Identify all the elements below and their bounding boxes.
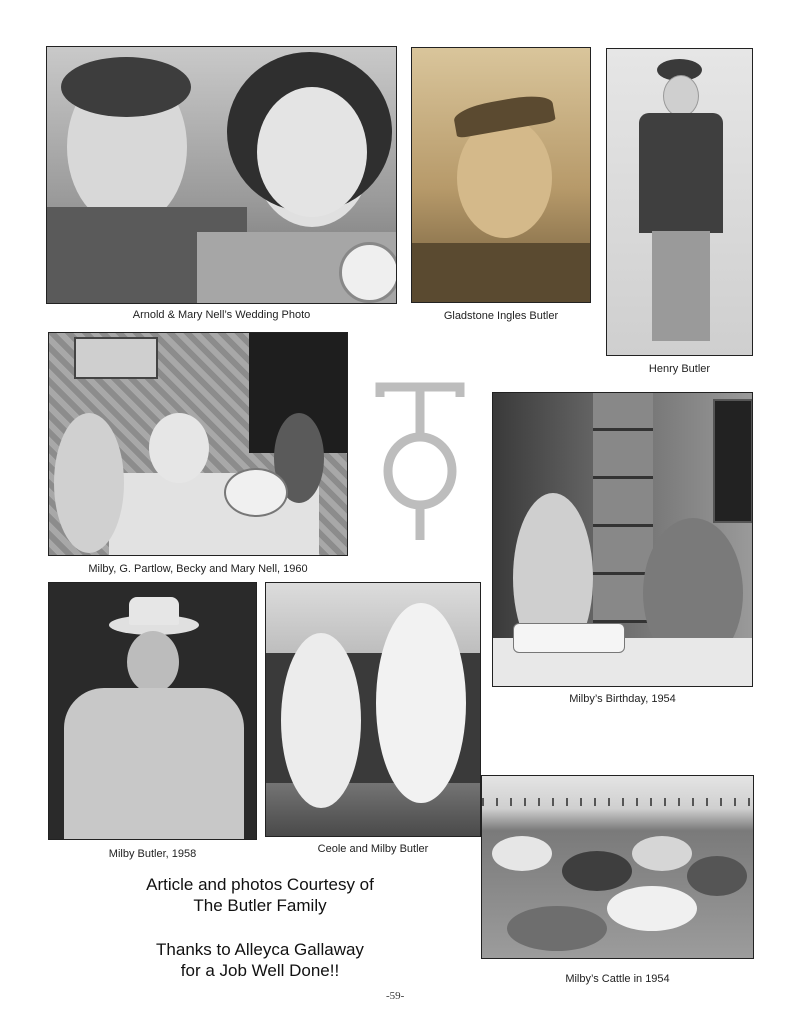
credits-line-4: for a Job Well Done!!	[180, 961, 340, 980]
photo-birthday	[492, 392, 753, 687]
birthday-cake	[513, 623, 625, 653]
wall-picture	[74, 337, 158, 379]
caption-ceole: Ceole and Milby Butler	[317, 843, 429, 855]
cow-4	[687, 856, 747, 896]
photo-dinner	[48, 332, 348, 556]
cow-5	[607, 886, 697, 931]
fence	[482, 798, 754, 806]
henry-trousers	[652, 231, 710, 341]
flower-centerpiece	[224, 468, 288, 517]
wall-frame	[713, 399, 753, 523]
photo-wedding	[46, 46, 397, 304]
milby-face	[127, 631, 179, 693]
milby-jacket	[64, 688, 244, 840]
caption-milby-1958: Milby Butler, 1958	[108, 848, 197, 860]
photo-ceole	[265, 582, 481, 837]
caption-cattle: Milby’s Cattle in 1954	[565, 973, 670, 985]
photo-milby-1958	[48, 582, 257, 840]
photo-cattle	[481, 775, 754, 959]
corsage	[339, 242, 397, 303]
caption-wedding: Arnold & Mary Nell’s Wedding Photo	[132, 309, 311, 321]
credits-line-3: Thanks to Alleyca Gallaway	[156, 940, 364, 959]
page-number: -59-	[386, 990, 405, 1002]
person-center	[149, 413, 209, 483]
bride-face	[257, 87, 367, 217]
gladstone-uniform	[412, 243, 591, 303]
groom-hair	[61, 57, 191, 117]
caption-gladstone: Gladstone Ingles Butler	[443, 310, 559, 322]
photo-gladstone	[411, 47, 591, 303]
cow-1	[492, 836, 552, 871]
milby-figure	[376, 603, 466, 803]
photo-henry	[606, 48, 753, 356]
cow-2	[562, 851, 632, 891]
person-left	[54, 413, 124, 553]
caption-birthday: Milby’s Birthday, 1954	[569, 693, 676, 705]
hat-crown	[129, 597, 179, 625]
caption-dinner: Milby, G. Partlow, Becky and Mary Nell, 1960	[88, 563, 308, 575]
ceole-figure	[281, 633, 361, 808]
cow-3	[632, 836, 692, 871]
henry-face	[663, 75, 699, 117]
cow-6	[507, 906, 607, 951]
henry-jacket	[639, 113, 723, 233]
credits-line-2: The Butler Family	[193, 896, 327, 915]
brand-mark-icon	[370, 375, 470, 545]
credits-line-1: Article and photos Courtesy of	[146, 875, 374, 894]
caption-henry: Henry Butler	[648, 363, 711, 375]
